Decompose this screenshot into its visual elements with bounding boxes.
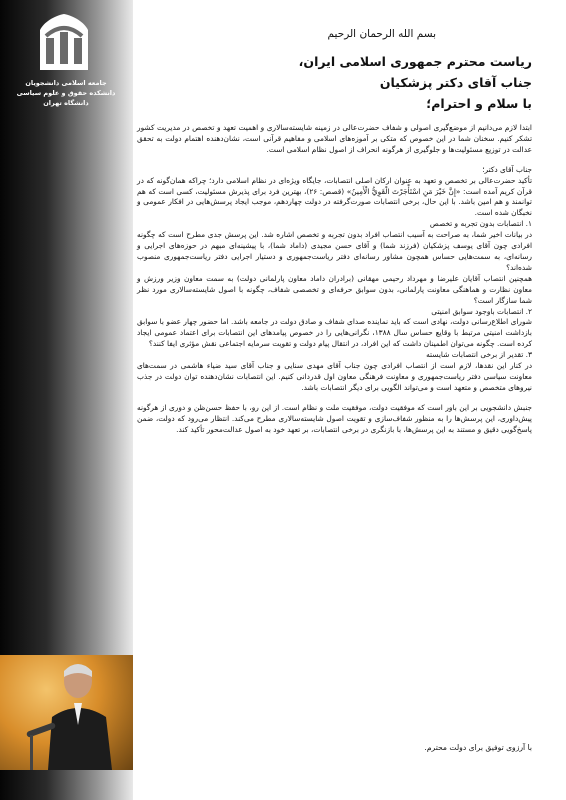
university-line: جامعه اسلامی دانشجویان — [25, 79, 107, 87]
university-line: دانشگاه تهران — [43, 99, 89, 107]
letter-page — [133, 0, 566, 800]
paragraph: شورای اطلاع‌رسانی دولت، نهادی است که باید نماینده صدای شفاف و صادق دولت در جامعه باشد. اما حضور چهار عضو با سوابق بازداشت امنیتی مرتبط با وقایع حساس سال ۱۳۸۸، نگرانی‌هایی را در خصوص پیامدهای این انتصابات برای اعتماد عمومی ایجاد کرده است. چگونه می‌توان اطمینان داشت که این افراد، در انتقال پیام دولت و تقویت سرمایه اجتماعی نقش مؤثری ایفا کنند؟ — [137, 317, 532, 349]
section-heading: ۲. انتصابات باوجود سوابق امنیتی — [431, 306, 532, 316]
section-heading: ۱. انتصابات بدون تجربه و تخصص — [429, 219, 532, 229]
bismillah: بسم الله الرحمان الرحیم — [327, 28, 436, 40]
university-line: دانشکده حقوق و علوم سیاسی — [16, 89, 116, 97]
recipient-name: جناب آقای دکتر پزشکیان — [379, 75, 532, 90]
paragraph: تأکید حضرت‌عالی بر تخصص و تعهد به عنوان ارکان اصلی انتصابات، جایگاه ویژه‌ای در نظام اسلامی دارد؛ چراکه همان‌گونه که در قرآن کریم آمده است: «إِنَّ خَيْرَ مَنِ اسْتَأْجَرْتَ الْقَوِيُّ الْأَمِينُ» (قصص: ۲۶)، بهترین فرد برای پذیرش مسئولیت، کسی است که هم توانمند و هم امین باشد. با این حال، برخی انتصابات صورت‌گرفته در دولت چهاردهم، موجب ایجاد پرسش‌هایی در افکار عمومی و نخبگان شده است. — [137, 175, 532, 218]
section-heading: ۳. تقدیر از برخی انتصابات شایسته — [426, 350, 532, 360]
university-name — [10, 78, 122, 108]
paragraph: در کنار این نقدها، لازم است از انتصاب افرادی چون جناب آقای مهدی سنایی و جناب آقای سید ضیاء هاشمی در سمت‌های معاونت سیاسی دفتر ریاست‌جمهوری و معاونت فرهنگی معاون اول قدردانی کنیم. این انتصابات نشان‌دهنده توان دولت در جذب نیروهای متخصص و متعهد است و می‌تواند الگویی برای دیگر انتصابات باشد. — [137, 361, 532, 392]
closing-line: با آرزوی توفیق برای دولت محترم. — [424, 743, 532, 752]
letterhead-sidebar — [0, 0, 133, 800]
greeting: با سلام و احترام؛ — [426, 96, 532, 111]
university-emblem-icon — [36, 12, 92, 74]
paragraph: در بیانات اخیر شما، به صراحت به آسیب انتصاب افراد بدون تجربه و تخصص اشاره شد. این پرسش جدی مطرح است که چگونه افرادی چون آقای یوسف پزشکیان (فرزند شما) و آقای حسن مجیدی (داماد شما)، با پیشینه‌ای مبهم در حوزه‌های اجرایی و رسانه‌ای، به سمت‌هایی حساس همچون مشاور رسانه‌ای دفتر ریاست‌جمهوری و دستیار اجرایی دفتر ریاست‌جمهوری منصوب شده‌اند؟ — [137, 230, 532, 272]
paragraph: جنبش دانشجویی بر این باور است که موفقیت دولت، موفقیت ملت و نظام است. از این رو، با حفظ حسن‌ظن و دوری از هرگونه پیش‌داوری، این پرسش‌ها را به منظور شفاف‌سازی و تقویت اصول شایسته‌سالاری مطرح می‌کند. انتظار می‌رود که دولت، ضمن پاسخ‌گویی دقیق و مستند به این پرسش‌ها، با بازنگری در برخی انتصابات، بر تعهد خود به اصول عدالت‌محور تأکید کند. — [137, 402, 532, 434]
president-portrait-icon — [0, 655, 133, 770]
paragraph: جناب آقای دکتر؛ — [482, 164, 532, 174]
paragraph: همچنین انتصاب آقایان علیرضا و مهرداد رحیمی مهقانی (برادران داماد معاون پارلمانی دولت) به سمت معاون وزیر ورزش و معاون نظارت و هماهنگی معاونت پارلمانی، بدون سوابق حرفه‌ای و تخصصی شفاف، چگونه با اصول شایسته‌سالاری مورد نظر شما سازگار است؟ — [137, 273, 532, 305]
paragraph: ابتدا لازم می‌دانیم از موضع‌گیری اصولی و شفاف حضرت‌عالی در زمینه شایسته‌سالاری و اهمیت تعهد و تخصص در مدیریت کشور تشکر کنیم. سخنان شما در این خصوص که متکی بر آموزه‌های اسلامی و مفاهیم قرآنی است، نشان‌دهنده اهتمام دولت به تحقق عدالت در توزیع مسئولیت‌ها و جلوگیری از هرگونه انحراف از اصول نظام اسلامی است. — [137, 123, 532, 154]
letter-body — [137, 123, 532, 435]
president-photo — [0, 655, 133, 770]
recipient-title: ریاست محترم جمهوری اسلامی ایران، — [298, 54, 532, 69]
